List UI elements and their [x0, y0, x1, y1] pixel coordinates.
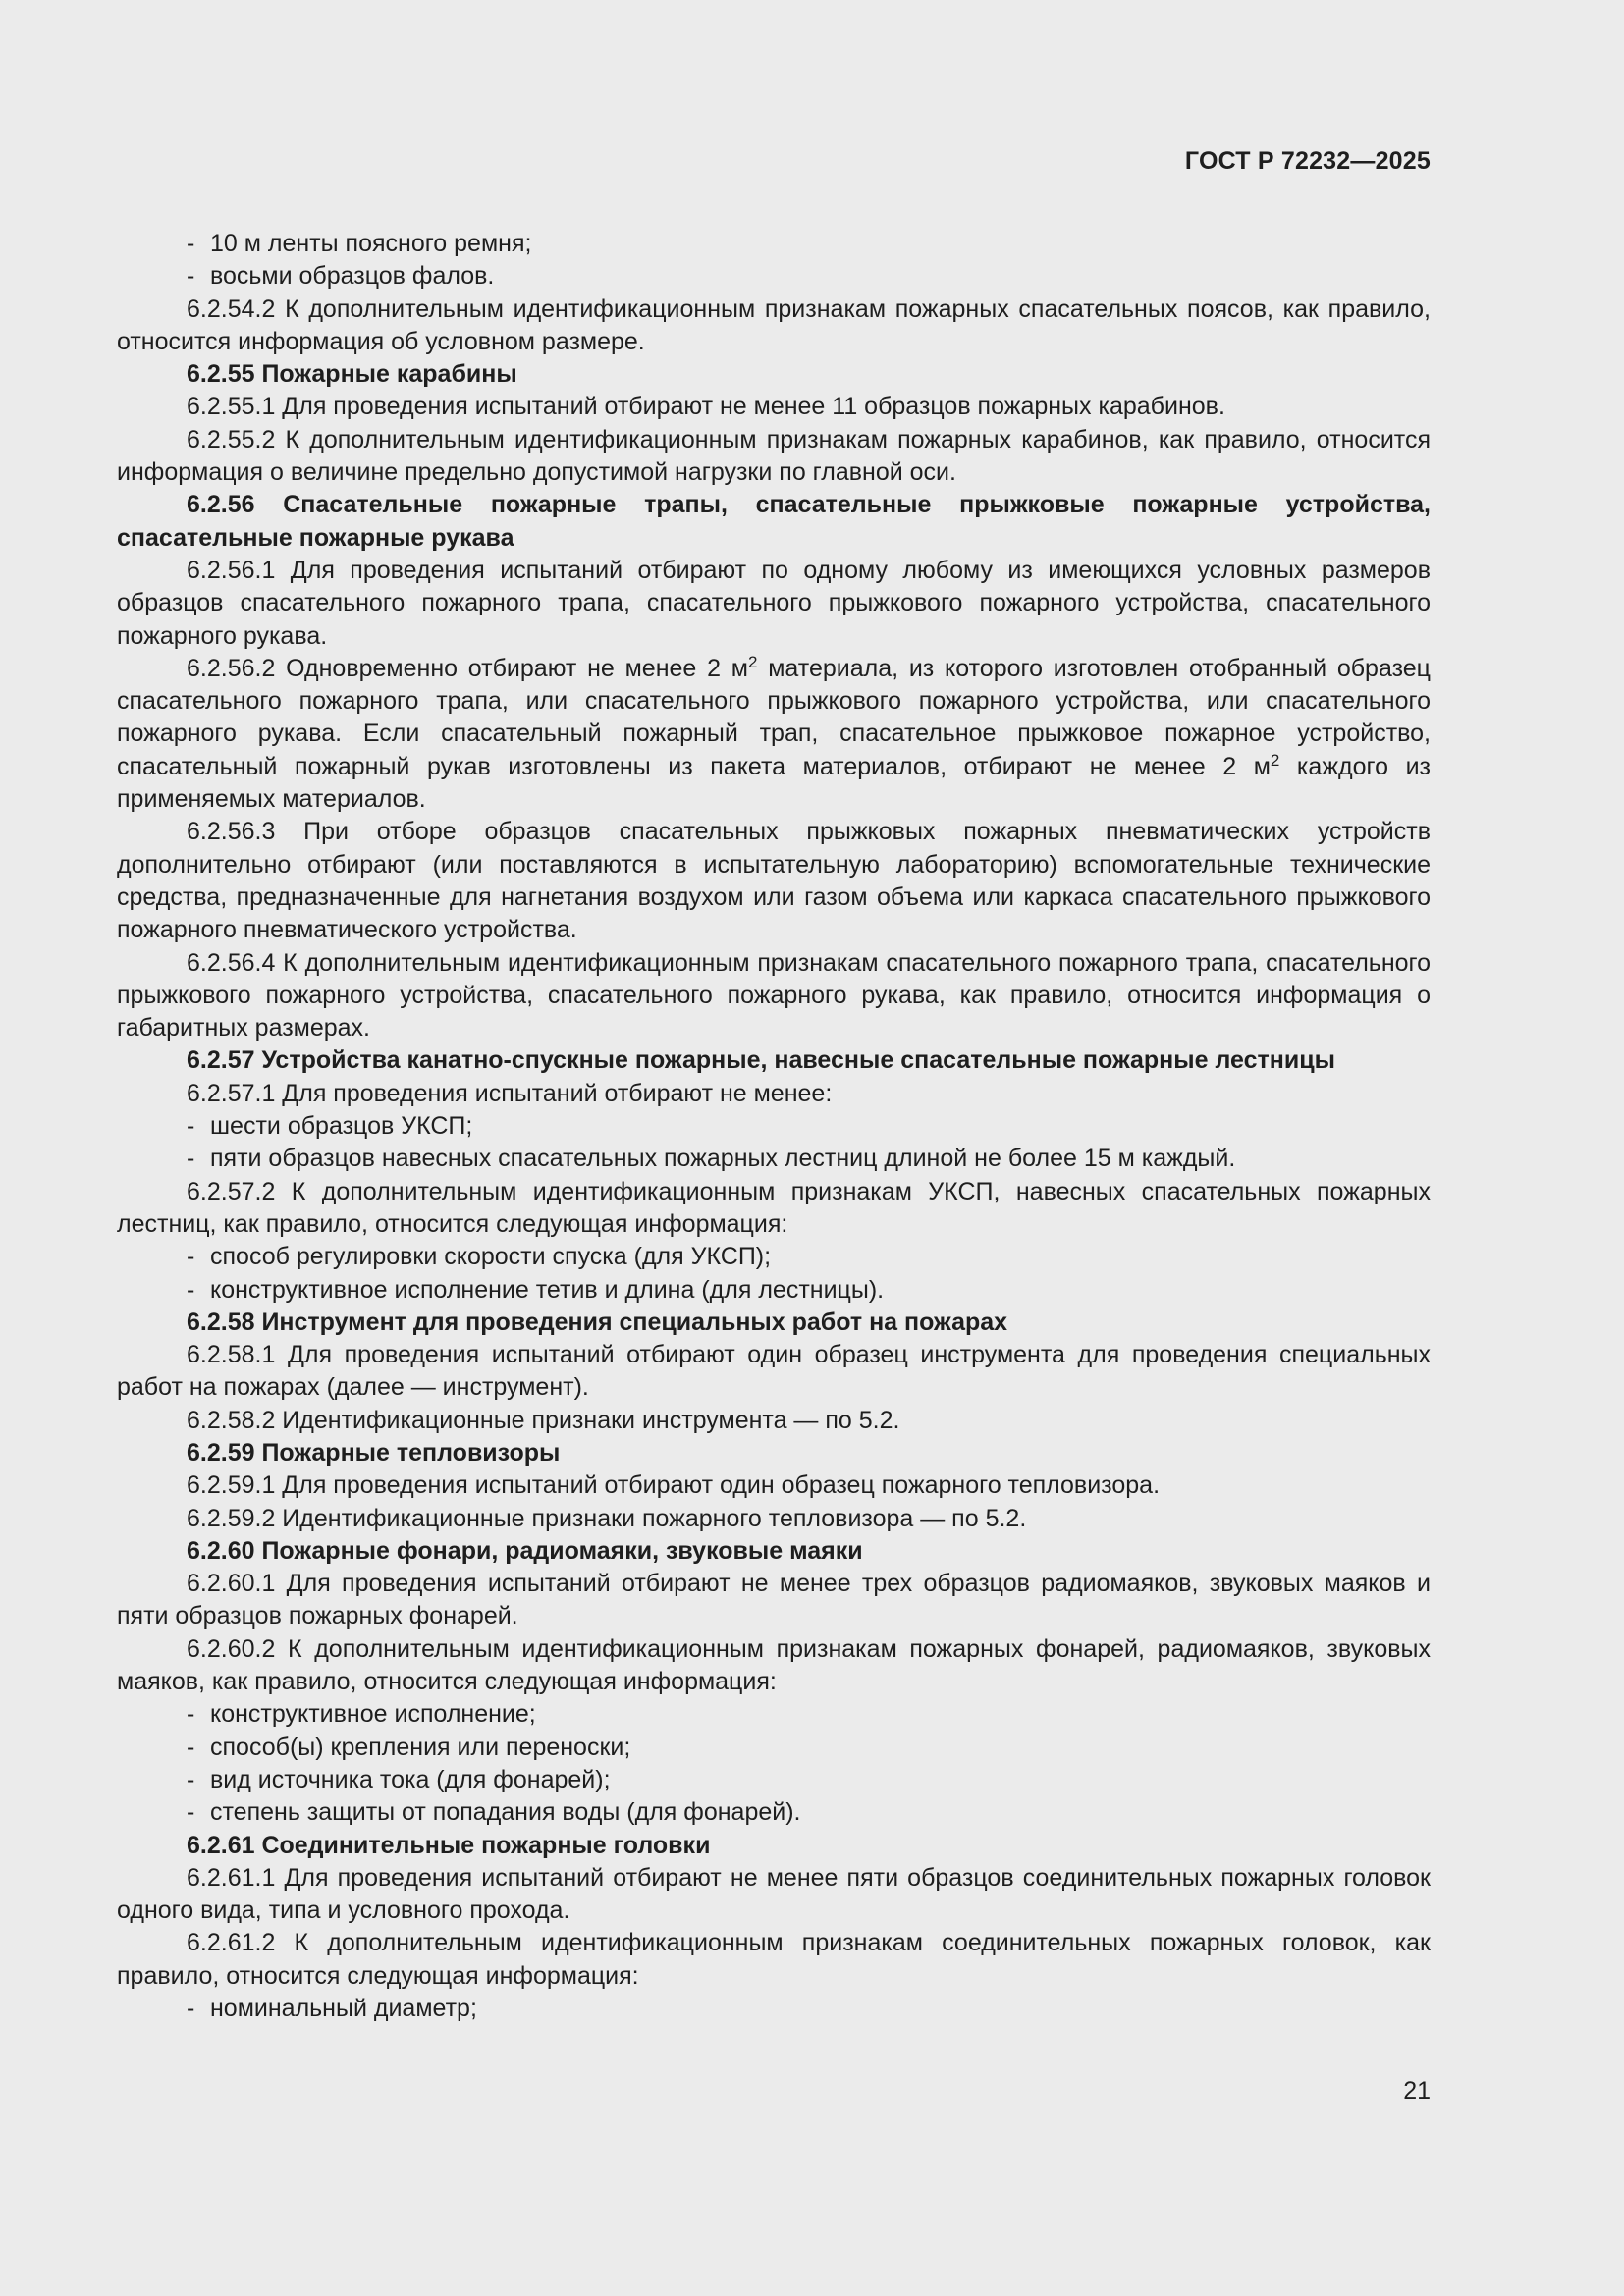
paragraph: 6.2.59.1 Для проведения испытаний отбирают один образец пожарного тепловизора.	[187, 1471, 1161, 1500]
list-item-text: восьми образцов фалов.	[210, 262, 495, 291]
paragraph: 6.2.56.1 Для проведения испытаний отбирают по одному любому из имеющихся условных размеров образцов спасательного пожарного трапа, спасательного прыжкового пожарного устройства, спасательного пожарного рукава.	[117, 556, 1431, 650]
document-body	[117, 228, 1431, 2025]
paragraph: 6.2.57.2 К дополнительным идентификационным признакам УКСП, навесных спасательных пожарных лестниц, как правило, относится следующая информация:	[117, 1177, 1431, 1238]
list-item-text: номинальный диаметр;	[210, 1995, 477, 2023]
section-heading: 6.2.61 Соединительные пожарные головки	[187, 1831, 711, 1859]
paragraph: 6.2.55.2 К дополнительным идентификационным признакам пожарных карабинов, как правило, относится информация о величине предельно допустимой нагрузки по главной оси.	[117, 425, 1431, 487]
list-item	[117, 1110, 1431, 1143]
list-item-text: вид источника тока (для фонарей);	[210, 1765, 611, 1793]
list-marker: -	[187, 1995, 195, 2023]
superscript: 2	[1270, 750, 1280, 770]
list-item	[117, 1993, 1431, 2025]
section-heading: 6.2.57 Устройства канатно-спускные пожарные, навесные спасательные пожарные лестницы	[187, 1046, 1335, 1075]
paragraph-segment: каждого из применяемых материалов.	[117, 752, 1431, 814]
paragraph: 6.2.55.1 Для проведения испытаний отбирают не менее 11 образцов пожарных карабинов.	[187, 393, 1225, 421]
list-marker: -	[187, 1112, 195, 1141]
list-item	[117, 1732, 1431, 1764]
list-item	[117, 260, 1431, 293]
list-marker: -	[187, 1145, 195, 1173]
paragraph-segment: материала, из которого изготовлен отобранный образец спасательного пожарного трапа, или спасательного прыжкового пожарного устройства, или спасательного пожарного рукава. Если спасательный пожарный трап, спасательное прыжковое пожарное устройство, спасательный пожарный рукав изготовлены из пакета материалов, отбирают не менее 2 м	[117, 654, 1431, 780]
list-marker: -	[187, 1765, 195, 1793]
list-item-text: конструктивное исполнение;	[210, 1700, 536, 1729]
list-marker: -	[187, 1700, 195, 1729]
list-item-text: способ(ы) крепления или переноски;	[210, 1733, 631, 1761]
list-item	[117, 228, 1431, 260]
list-item	[117, 1796, 1431, 1829]
list-item-text: 10 м ленты поясного ремня;	[210, 230, 532, 257]
paragraph: 6.2.58.1 Для проведения испытаний отбирают один образец инструмента для проведения специальных работ на пожарах (далее — инструмент).	[117, 1341, 1431, 1402]
paragraph: 6.2.56.4 К дополнительным идентификационным признакам спасательного пожарного трапа, спасательного прыжкового пожарного устройства, спасательного пожарного рукава, как правило, относится информация о габаритных размерах.	[117, 948, 1431, 1042]
list-item	[117, 1698, 1431, 1731]
section-heading: 6.2.60 Пожарные фонари, радиомаяки, звуковые маяки	[187, 1536, 863, 1565]
paragraph: 6.2.61.1 Для проведения испытаний отбирают не менее пяти образцов соединительных пожарных головок одного вида, типа и условного прохода.	[117, 1863, 1431, 1925]
paragraph-segment: 6.2.56.2 Одновременно отбирают не менее 2 м	[187, 654, 748, 682]
list-marker: -	[187, 1275, 195, 1304]
list-marker: -	[187, 1733, 195, 1761]
paragraph	[117, 653, 1431, 816]
superscript: 2	[747, 652, 758, 671]
list-item-text: способ регулировки скорости спуска (для УКСП);	[210, 1243, 772, 1271]
list-item-text: шести образцов УКСП;	[210, 1112, 473, 1141]
list-item	[117, 1241, 1431, 1273]
list-item-text: конструктивное исполнение тетив и длина (для лестницы).	[210, 1275, 885, 1304]
list-item-text: пяти образцов навесных спасательных пожарных лестниц длиной не более 15 м каждый.	[210, 1145, 1236, 1173]
list-marker: -	[187, 1243, 195, 1271]
list-item-text: степень защиты от попадания воды (для фонарей).	[210, 1798, 801, 1827]
paragraph: 6.2.58.2 Идентификационные признаки инструмента — по 5.2.	[187, 1406, 900, 1434]
page-number: 21	[1403, 2077, 1431, 2105]
paragraph: 6.2.56.3 При отборе образцов спасательных прыжковых пожарных пневматических устройств дополнительно отбирают (или поставляются в испытательную лабораторию) вспомогательные технические средства, предназначенные для нагнетания воздухом или газом объема или каркаса спасательного прыжкового пожарного пневматического устройства.	[117, 818, 1431, 944]
paragraph: 6.2.60.1 Для проведения испытаний отбирают не менее трех образцов радиомаяков, звуковых маяков и пяти образцов пожарных фонарей.	[117, 1570, 1431, 1630]
list-marker: -	[187, 230, 195, 257]
section-heading: 6.2.55 Пожарные карабины	[187, 360, 517, 389]
paragraph: 6.2.54.2 К дополнительным идентификационным признакам пожарных спасательных поясов, как правило, относится информация об условном размере.	[117, 294, 1431, 355]
list-marker: -	[187, 262, 195, 291]
list-item	[117, 1143, 1431, 1175]
section-heading: 6.2.56 Спасательные пожарные трапы, спасательные прыжковые пожарные устройства, спасательные пожарные рукава	[117, 491, 1431, 552]
paragraph: 6.2.59.2 Идентификационные признаки пожарного тепловизора — по 5.2.	[187, 1504, 1027, 1532]
list-item	[117, 1274, 1431, 1307]
section-heading: 6.2.59 Пожарные тепловизоры	[187, 1438, 561, 1467]
paragraph: 6.2.57.1 Для проведения испытаний отбирают не менее:	[187, 1079, 833, 1107]
paragraph: 6.2.61.2 К дополнительным идентификационным признакам соединительных пожарных головок, как правило, относится следующая информация:	[117, 1929, 1431, 1990]
list-item	[117, 1764, 1431, 1796]
paragraph: 6.2.60.2 К дополнительным идентификационным признакам пожарных фонарей, радиомаяков, звуковых маяков, как правило, относится следующая информация:	[117, 1634, 1431, 1696]
section-heading: 6.2.58 Инструмент для проведения специальных работ на пожарах	[187, 1308, 1008, 1336]
document-code: ГОСТ Р 72232—2025	[1184, 147, 1431, 175]
list-marker: -	[187, 1798, 195, 1827]
